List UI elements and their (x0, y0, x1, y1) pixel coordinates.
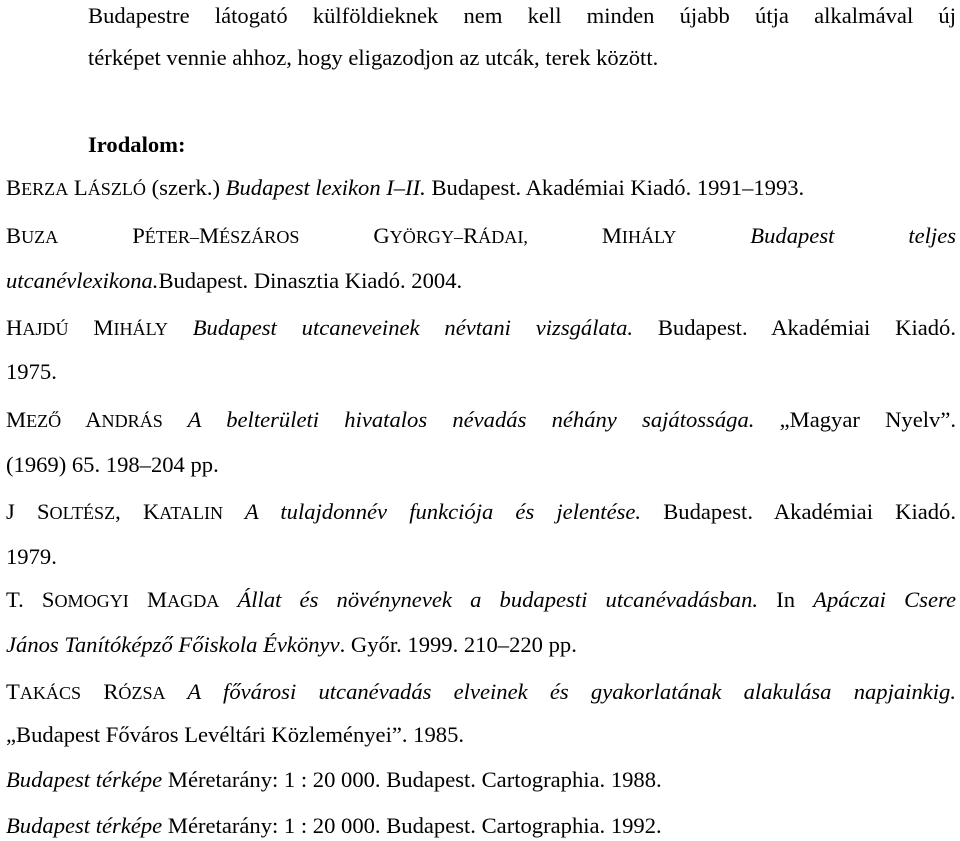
reference-1: BERZA LÁSZLÓ (szerk.) Budapest lexikon I–II. Budapest. Akadémiai Kiadó. 1991–1993. (6, 175, 805, 200)
reference-4-title: A belterületi hivatalos névadás néhány sajátossága. (162, 407, 755, 432)
reference-9: Budapest térképe Méretarány: 1 : 20 000. Budapest. Cartographia. 1992. (6, 813, 662, 838)
reference-4: MEZŐ ANDRÁS A belterületi hivatalos névadás néhány sajátossága. „Magyar Nyelv”. (6, 407, 957, 432)
reference-5-year: 1979. (6, 544, 57, 569)
reference-3-title: Budapest utcaneveinek névtani vizsgálata. (167, 315, 634, 340)
intro-line-2: térképet vennie ahhoz, hogy eligazodjon az utcák, terek között. (88, 45, 659, 70)
reference-7-cont: „Budapest Főváros Levéltári Közleményei”. 1985. (6, 722, 465, 747)
reference-7-title: A fővárosi utcanévadás elveinek és gyakorlatának alakulása napjainkig. (165, 679, 956, 704)
reference-6-cont: János Tanítóképző Főiskola Évkönyv. Győr. 1999. 210–220 pp. (6, 632, 577, 657)
reference-3-year: 1975. (6, 359, 57, 384)
reference-6: T. SOMOGYI MAGDA Állat és növénynevek a budapesti utcanévadásban. In Apáczai Csere (6, 587, 956, 612)
reference-6-source: Apáczai Csere (813, 587, 956, 612)
literature-heading: Irodalom: (88, 132, 186, 157)
reference-3: HAJDÚ MIHÁLY Budapest utcaneveinek névtani vizsgálata. Budapest. Akadémiai Kiadó. (6, 315, 956, 340)
intro-line-1: Budapestre látogató külföldieknek nem kell minden újabb útja alkalmával új (88, 3, 956, 28)
reference-2-title-end: utcanévlexikona. (6, 268, 159, 293)
reference-2-title-start: Budapest (750, 223, 835, 248)
reference-5: J SOLTÉSZ, KATALIN A tulajdonnév funkciója és jelentése. Budapest. Akadémiai Kiadó. (6, 499, 956, 524)
reference-1-title: Budapest lexikon I–II. (225, 175, 426, 200)
reference-2-line-1: BUZA PÉTER–MÉSZÁROS GYÖRGY–RÁDAI, MIHÁLY Budapest teljes (6, 223, 957, 248)
reference-6-title: Állat és növénynevek a budapesti utcanévadásban. (219, 587, 759, 612)
reference-7: TAKÁCS RÓZSA A fővárosi utcanévadás elveinek és gyakorlatának alakulása napjainkig. (6, 679, 956, 704)
reference-9-title: Budapest térképe (6, 813, 163, 838)
reference-2-line-2: utcanévlexikona.Budapest. Dinasztia Kiadó. 2004. (6, 268, 463, 293)
reference-4-cont: (1969) 65. 198–204 pp. (6, 452, 219, 477)
reference-8: Budapest térképe Méretarány: 1 : 20 000. Budapest. Cartographia. 1988. (6, 767, 662, 792)
reference-8-title: Budapest térképe (6, 767, 163, 792)
reference-5-title: A tulajdonnév funkciója és jelentése. (223, 499, 642, 524)
